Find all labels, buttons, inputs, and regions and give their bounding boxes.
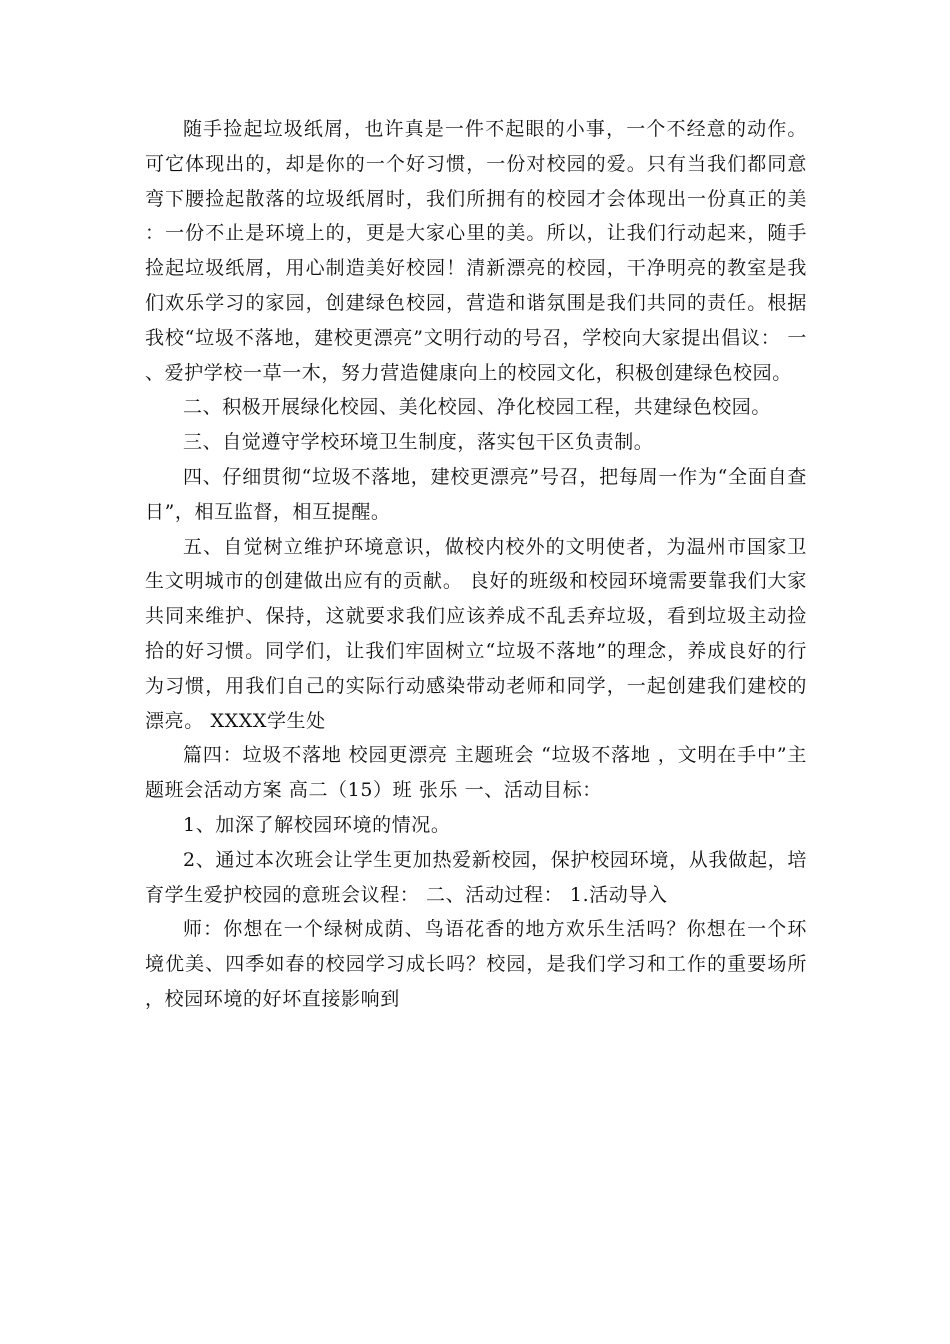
paragraph-item-3: 三、自觉遵守学校环境卫生制度，落实包干区负责制。 (183, 431, 654, 454)
paragraph-item-4: 四、仔细贯彻“垃圾不落地，建校更漂亮”号召，把每周一作为“全面自查日”，相互监督，相互提醒。 (145, 465, 807, 523)
paragraph-goal-1: 1、加深了解校园环境的情况。 (183, 813, 451, 836)
paragraph-intro: 随手捡起垃圾纸屑，也许真是一件不起眼的小事，一个不经意的动作。可它体现出的，却是你的一个好习惯，一份对校园的爱。只有当我们都同意弯下腰捡起散落的垃圾纸屑时，我们所拥有的校园才会体现出一份真正的美：一份不止是环境上的，更是大家心里的美。所以，让我们行动起来，随手捡起垃圾纸屑，用心制造美好校园！清新漂亮的校园，干净明亮的教室是我们欢乐学习的家园，创建绿色校园，营造和谐氛围是我们共同的责任。根据我校“垃圾不落地，建校更漂亮”文明行动的号召，学校向大家提出倡议： 一、爱护学校一草一木，努力营造健康向上的校园文化，积极创建绿色校园。 (145, 118, 807, 384)
paragraph-chapter-four-heading: 篇四：垃圾不落地 校园更漂亮 主题班会 “垃圾不落地 ，文明在手中”主题班会活动方案 高二（15）班 张乐 一、活动目标： (145, 744, 807, 802)
paragraph-teacher-intro: 师：你想在一个绿树成荫、鸟语花香的地方欢乐生活吗？你想在一个环境优美、四季如春的校园学习成长吗？校园，是我们学习和工作的重要场所，校园环境的好坏直接影响到 (145, 918, 807, 1010)
document-body (145, 112, 807, 1017)
paragraph-item-2: 二、积极开展绿化校园、美化校园、净化校园工程，共建绿色校园。 (183, 396, 772, 419)
paragraph-item-5: 五、自觉树立维护环境意识，做校内校外的文明使者，为温州市国家卫生文明城市的创建做出应有的贡献。 良好的班级和校园环境需要靠我们大家共同来维护、保持，这就要求我们应该养成不乱丢弃垃圾，看到垃圾主动捡拾的好习惯。同学们，让我们牢固树立“垃圾不落地”的理念，养成良好的行为习惯，用我们自己的实际行动感染带动老师和同学，一起创建我们建校的漂亮。 XXXX学生处 (145, 535, 807, 732)
paragraph-goal-2: 2、通过本次班会让学生更加热爱新校园，保护校园环境，从我做起，培育学生爱护校园的意班会议程： 二、活动过程： 1.活动导入 (145, 848, 807, 906)
